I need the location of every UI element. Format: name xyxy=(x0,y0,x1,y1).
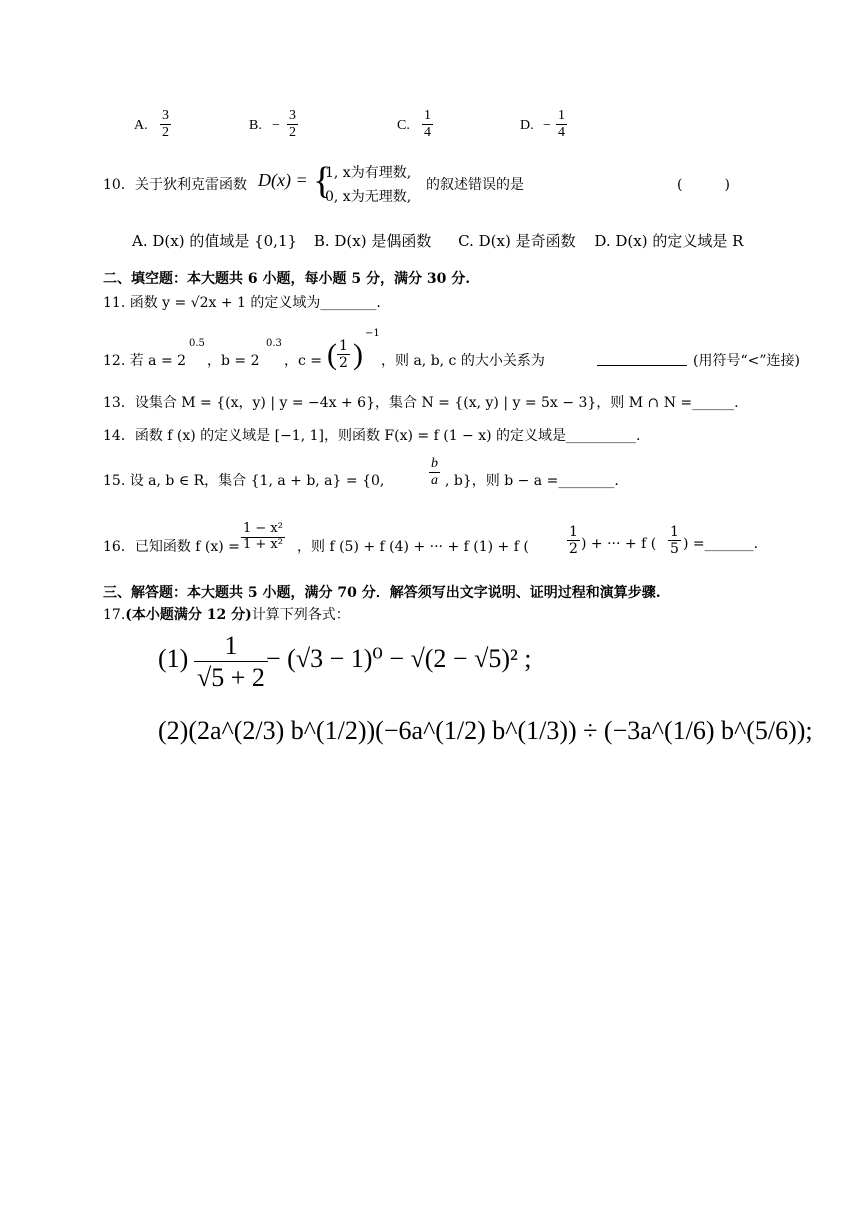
q10-brace: { xyxy=(313,160,332,202)
q15-fraction: $\frac{b}{a}$ xyxy=(431,456,438,489)
q12-c-fraction: $\frac{1}{2}$ xyxy=(339,338,348,372)
q11: 11. 函数 y = √2x + 1 的定义域为________. xyxy=(103,295,381,311)
q13: 13．设集合 M = {(x，y) | y = −4x + 6}，集合 N = {(x, y) | y = 5x − 3}，则 M ∩ N =______. xyxy=(103,395,739,411)
q17-expression-2: (2)(2a^(2/3) b^(1/2))(−6a^(1/2) b^(1/3)) ÷ (−3a^(1/6) b^(5/6)); xyxy=(158,716,813,745)
section-3-heading: 三、解答题：本大题共 5 小题，满分 70 分．解答须写出文字说明、证明过程和演算步骤. xyxy=(103,585,661,601)
q17-e2-body: (2a^(2/3) b^(1/2))(−6a^(1/2) b^(1/3)) ÷ (−3a^(1/6) b^(5/6)); xyxy=(188,716,813,745)
q9-option-c-value: $\frac{1}{4}$ xyxy=(424,108,431,141)
q16-fifth-fraction: $\frac{1}{5}$ xyxy=(670,524,679,558)
q10-options xyxy=(132,230,743,251)
q17-number: 17. xyxy=(103,607,126,623)
q10-text-pre: 关于狄利克雷函数 xyxy=(135,177,247,193)
q9-option-b-value: $\frac{3}{2}$ xyxy=(289,108,296,141)
q14: 14．函数 f (x) 的定义域是 [−1, 1]，则函数 F(x) = f (1 − x) 的定义域是__________. xyxy=(103,428,641,444)
q16-half-fraction: $\frac{1}{2}$ xyxy=(569,524,578,558)
q9-option-c-label: C. xyxy=(397,118,410,133)
q10-option-a: A. D(x) 的值域是 {0,1} xyxy=(132,232,298,250)
q17-header xyxy=(103,604,350,624)
q9-option-a-value: $\frac{3}{2}$ xyxy=(162,108,169,141)
q16-f-fraction: $\frac{\text{1 − x²}}{\text{1 + x²}}$ xyxy=(243,521,283,552)
q10-function: D(x) = xyxy=(258,170,308,190)
q17-instruction: 计算下列各式： xyxy=(251,607,350,623)
q12-answer-blank xyxy=(597,353,687,366)
q10-case-1: 1, x为有理数, xyxy=(325,165,412,181)
q10-answer-bracket: ( ) xyxy=(677,177,730,193)
q10-number: 10． xyxy=(103,177,135,193)
q10-option-c: C. D(x) 是奇函数 xyxy=(458,232,576,250)
q9-option-b-label: B. xyxy=(249,118,262,133)
q9-option-d-label: D. xyxy=(520,118,534,133)
q10-option-b: B. D(x) 是偶函数 xyxy=(313,232,432,250)
q10-text-post: 的叙述错误的是 xyxy=(426,177,524,193)
q9-option-a-label: A. xyxy=(134,118,148,133)
q17-e1-fraction: $\frac{1}{√5 + 2}$ xyxy=(194,630,268,693)
q10-option-d: D. D(x) 的定义域是 R xyxy=(594,232,744,250)
section-2-heading: 二、填空题：本大题共 6 小题，每小题 5 分，满分 30 分. xyxy=(103,271,471,287)
q17-score: (本小题满分 12 分) xyxy=(125,607,252,623)
q9-option-d-value: $\frac{1}{4}$ xyxy=(558,108,565,141)
q10-case-2: 0, x为无理数, xyxy=(325,189,412,205)
